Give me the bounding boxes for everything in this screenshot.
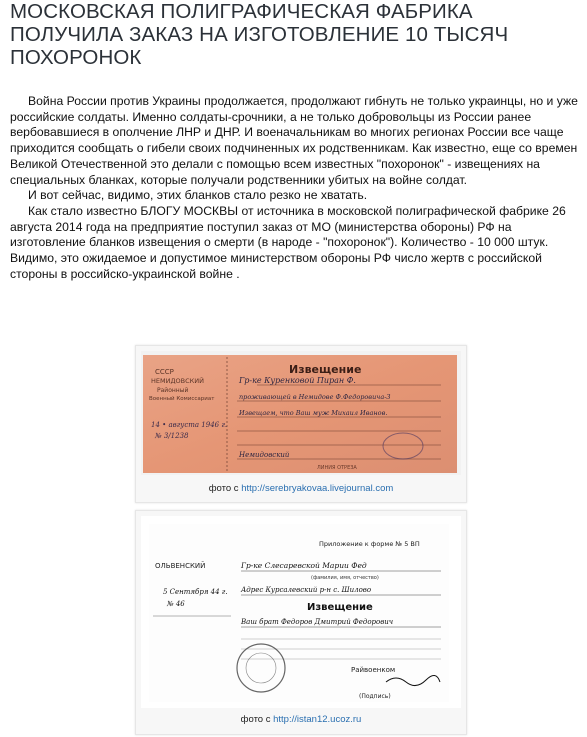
article-title: МОСКОВСКАЯ ПОЛИГРАФИЧЕСКАЯ ФАБРИКА ПОЛУЧИЛА ЗАКАЗ НА ИЗГОТОВЛЕНИЕ 10 ТЫСЯЧ ПОХОРОНОК — [10, 0, 509, 69]
notice-footer: Немидовский — [239, 451, 290, 459]
paragraph: Видимо, это ожидаемое и допустимое министерством обороны РФ число жертв с российской стороны в российско-украинской войне . — [10, 251, 542, 281]
article-body — [10, 94, 584, 282]
notice-photo-2 — [141, 516, 461, 708]
form-note: Приложение к форме № 5 ВП — [319, 540, 420, 548]
paragraph: Война России против Украины продолжается, продолжают гибнуть не только украинцы, но и уже российские солдаты. Именно солдаты-срочники, а не только добровольцы из России ранее вербовавшиеся в ополчение ЛНР и ДНР. И военачальникам во многих регионах России все чаще приходится сообщать о гибели своих подчиненных их родственникам. Как известно, еще со времен Великой Отечественной это делали с помощью всем известных "похоронок" - извещениях на специальных бланках, которые получали родственники убитых на войне солдат. — [10, 94, 578, 187]
notice-address: Адрес Курсалевский р-н с. Шилово — [241, 586, 372, 594]
figure-2 — [135, 510, 467, 735]
notice-text: Извещаем, что Ваш муж Михаил Иванов. — [239, 409, 388, 417]
stamp-date: 5 Сентября 44 г. — [163, 588, 228, 596]
notice-photo-1 — [141, 351, 461, 475]
caption-prefix: фото с — [240, 714, 274, 725]
paragraph: Как стало известно БЛОГУ МОСКВЫ от источника в московской полиграфической фабрике 26 августа 2014 года на предприятие поступил заказ от МО (министерства обороны) РФ на изготовление бланков извещения о смерти (в народе - "похоронок"). Количество - 10 000 штук. — [10, 203, 566, 250]
notice-heading: Извещение — [289, 363, 362, 376]
death-notice-image-2 — [141, 516, 461, 708]
stamp-line: Военный Комиссариат — [149, 396, 215, 402]
notice-place: проживающей в Немидове Ф.Федоровича-3 — [239, 393, 391, 401]
stamp-number: № 46 — [167, 600, 185, 608]
signature-caption: (Подпись) — [359, 693, 391, 700]
cut-line-label: ЛИНИЯ ОТРЕЗА — [317, 465, 357, 471]
notice-text: Ваш брат Федоров Дмитрий Федорович — [241, 618, 394, 626]
notice-name: Гр-ке Куренковой Пиран Ф. — [239, 376, 356, 385]
paragraph: И вот сейчас, видимо, этих бланков стало резко не хватать. — [28, 188, 368, 203]
caption-link[interactable]: http://istan12.ucoz.ru — [273, 714, 362, 725]
field-subtitle: (фамилия, имя, отчество) — [311, 575, 379, 581]
figure-caption — [136, 483, 466, 494]
region-label: ОЛЬВЕНСКИЙ — [155, 562, 206, 570]
stamp-line: НЕМИДОВСКИЙ — [151, 377, 204, 385]
death-notice-image-1 — [141, 351, 461, 475]
caption-link[interactable]: http://serebryakovaa.livejournal.com — [241, 483, 394, 494]
stamp-number: № 3/1238 — [155, 432, 189, 440]
notice-name: Гр-ке Слесаревской Марии Фед — [241, 561, 367, 570]
figure-1 — [135, 345, 467, 503]
stamp-date: 14 • августа 1946 г. — [151, 421, 228, 429]
stamp-line: СССР — [155, 368, 174, 376]
figure-caption — [136, 714, 466, 725]
stamp-line: Районный — [157, 387, 189, 394]
notice-footer: Райвоенком — [351, 666, 396, 674]
notice-heading: Извещение — [307, 602, 373, 613]
caption-prefix: фото с — [208, 483, 242, 494]
